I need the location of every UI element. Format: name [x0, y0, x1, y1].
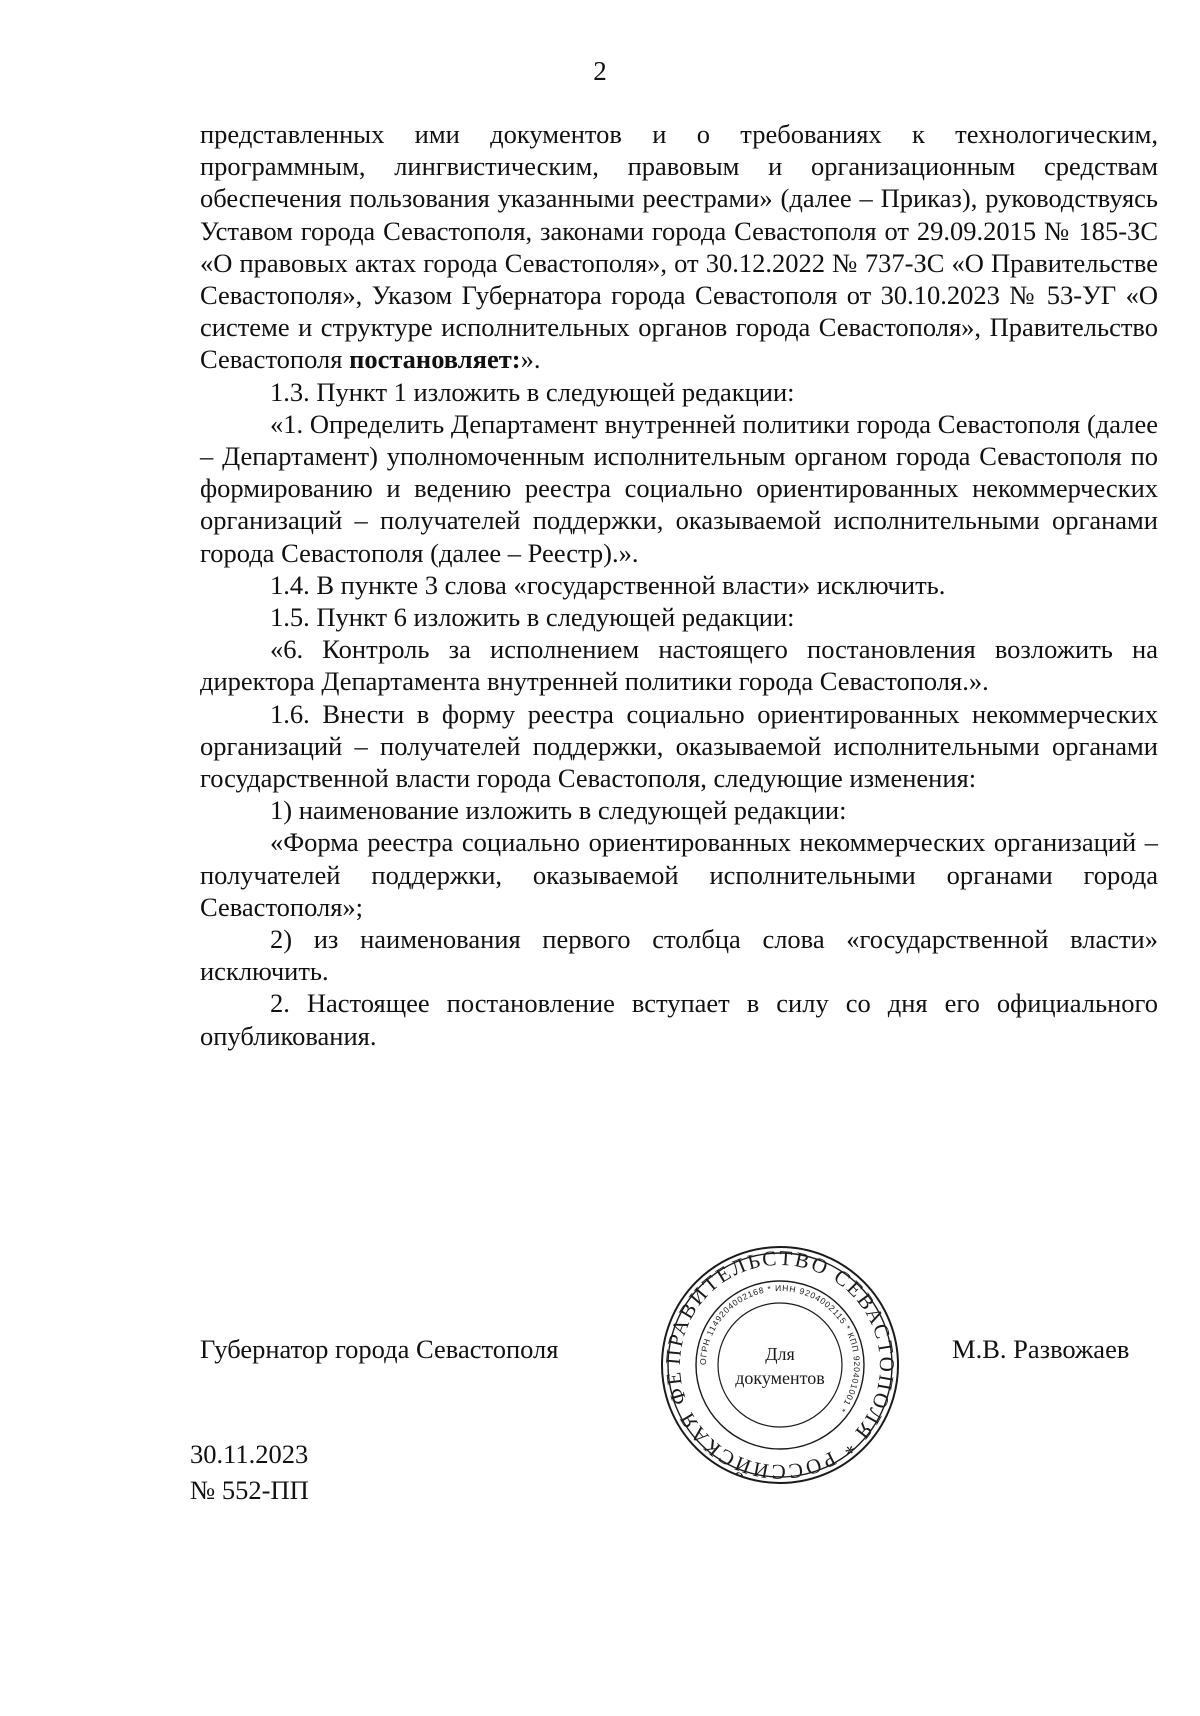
paragraph-1-5-quote: «6. Контроль за исполнением настоящего постановления возложить на директора Департамента внутренней политики города Севастополя.». [200, 634, 1158, 697]
paragraph-1-6: 1.6. Внести в форму реестра социально ориентированных некоммерческих организаций – получателей поддержки, оказываемой исполнительными органами государственной власти города Севастополя, следующие изменения: [200, 698, 1158, 794]
paragraph-1-bold: постановляет: [349, 344, 521, 375]
seal-graphic [655, 1240, 905, 1490]
paragraph-1-3: 1.3. Пункт 1 изложить в следующей редакции: [270, 376, 795, 407]
document-date: 30.11.2023 [190, 1439, 309, 1469]
page-number: 2 [593, 56, 607, 86]
paragraph-2: 2. Настоящее постановление вступает в силу со дня его официального опубликования. [200, 988, 1158, 1051]
paragraph-1-5: 1.5. Пункт 6 изложить в следующей редакции: [270, 602, 795, 633]
seal-outer-text: ПРАВИТЕЛЬСТВО СЕВАСТОПОЛЯ * РОССИЙСКАЯ ФЕ [660, 1245, 900, 1485]
paragraph-1-6-item-1-quote: «Форма реестра социально ориентированных некоммерческих организаций – получателей поддержки, оказываемой исполнительными органами города Севастополя»; [200, 827, 1158, 922]
seal-center-line-2: документов [735, 1368, 825, 1388]
official-seal [655, 1240, 905, 1490]
paragraph-1-3-quote: «1. Определить Департамент внутренней политики города Севастополя (далее – Департамент) уполномоченным исполнительным органом города Севастополя по формированию и ведению реестра социально ориентированных некоммерческих организаций – получателей поддержки, оказываемой исполнительными органами города Севастополя (далее – Реестр).». [200, 408, 1158, 568]
seal-inner-text: ОГРН 1149204002168 * ИНН 9204002115 * КПП 920401001 * [697, 1282, 863, 1415]
paragraph-1-6-item-2: 2) из наименования первого столбца слова «государственной власти» исключить. [200, 924, 1158, 987]
document-body [200, 118, 1158, 1052]
document-requisites [190, 1436, 309, 1508]
document-number: № 552-ПП [190, 1475, 309, 1505]
signer-name: М.В. Развожаев [952, 1334, 1130, 1364]
signer-position: Губернатор города Севастополя [200, 1334, 559, 1364]
paragraph-1 [200, 118, 1158, 376]
paragraph-1-6-item-1: 1) наименование изложить в следующей редакции: [270, 795, 847, 826]
seal-center-line-1: Для [765, 1344, 795, 1364]
paragraph-1-text: представленных ими документов и о требованиях к технологическим, программным, лингвистическим, правовым и организационным средствам обеспечения пользования указанными реестрами» (далее – Приказ), руководствуясь Уставом города Севастополя, законами города Севастополя от 29.09.2015 № 185-ЗС «О правовых актах города Севастополя», от 30.12.2022 № 737-ЗС «О Правительстве Севастополя», Указом Губернатора города Севастополя от 30.10.2023 № 53-УГ «О системе и структуре исполнительных органов города Севастополя», Правительство Севастополя [200, 119, 1158, 375]
paragraph-1-tail: ». [520, 344, 541, 375]
paragraph-1-4: 1.4. В пункте 3 слова «государственной власти» исключить. [270, 569, 946, 600]
